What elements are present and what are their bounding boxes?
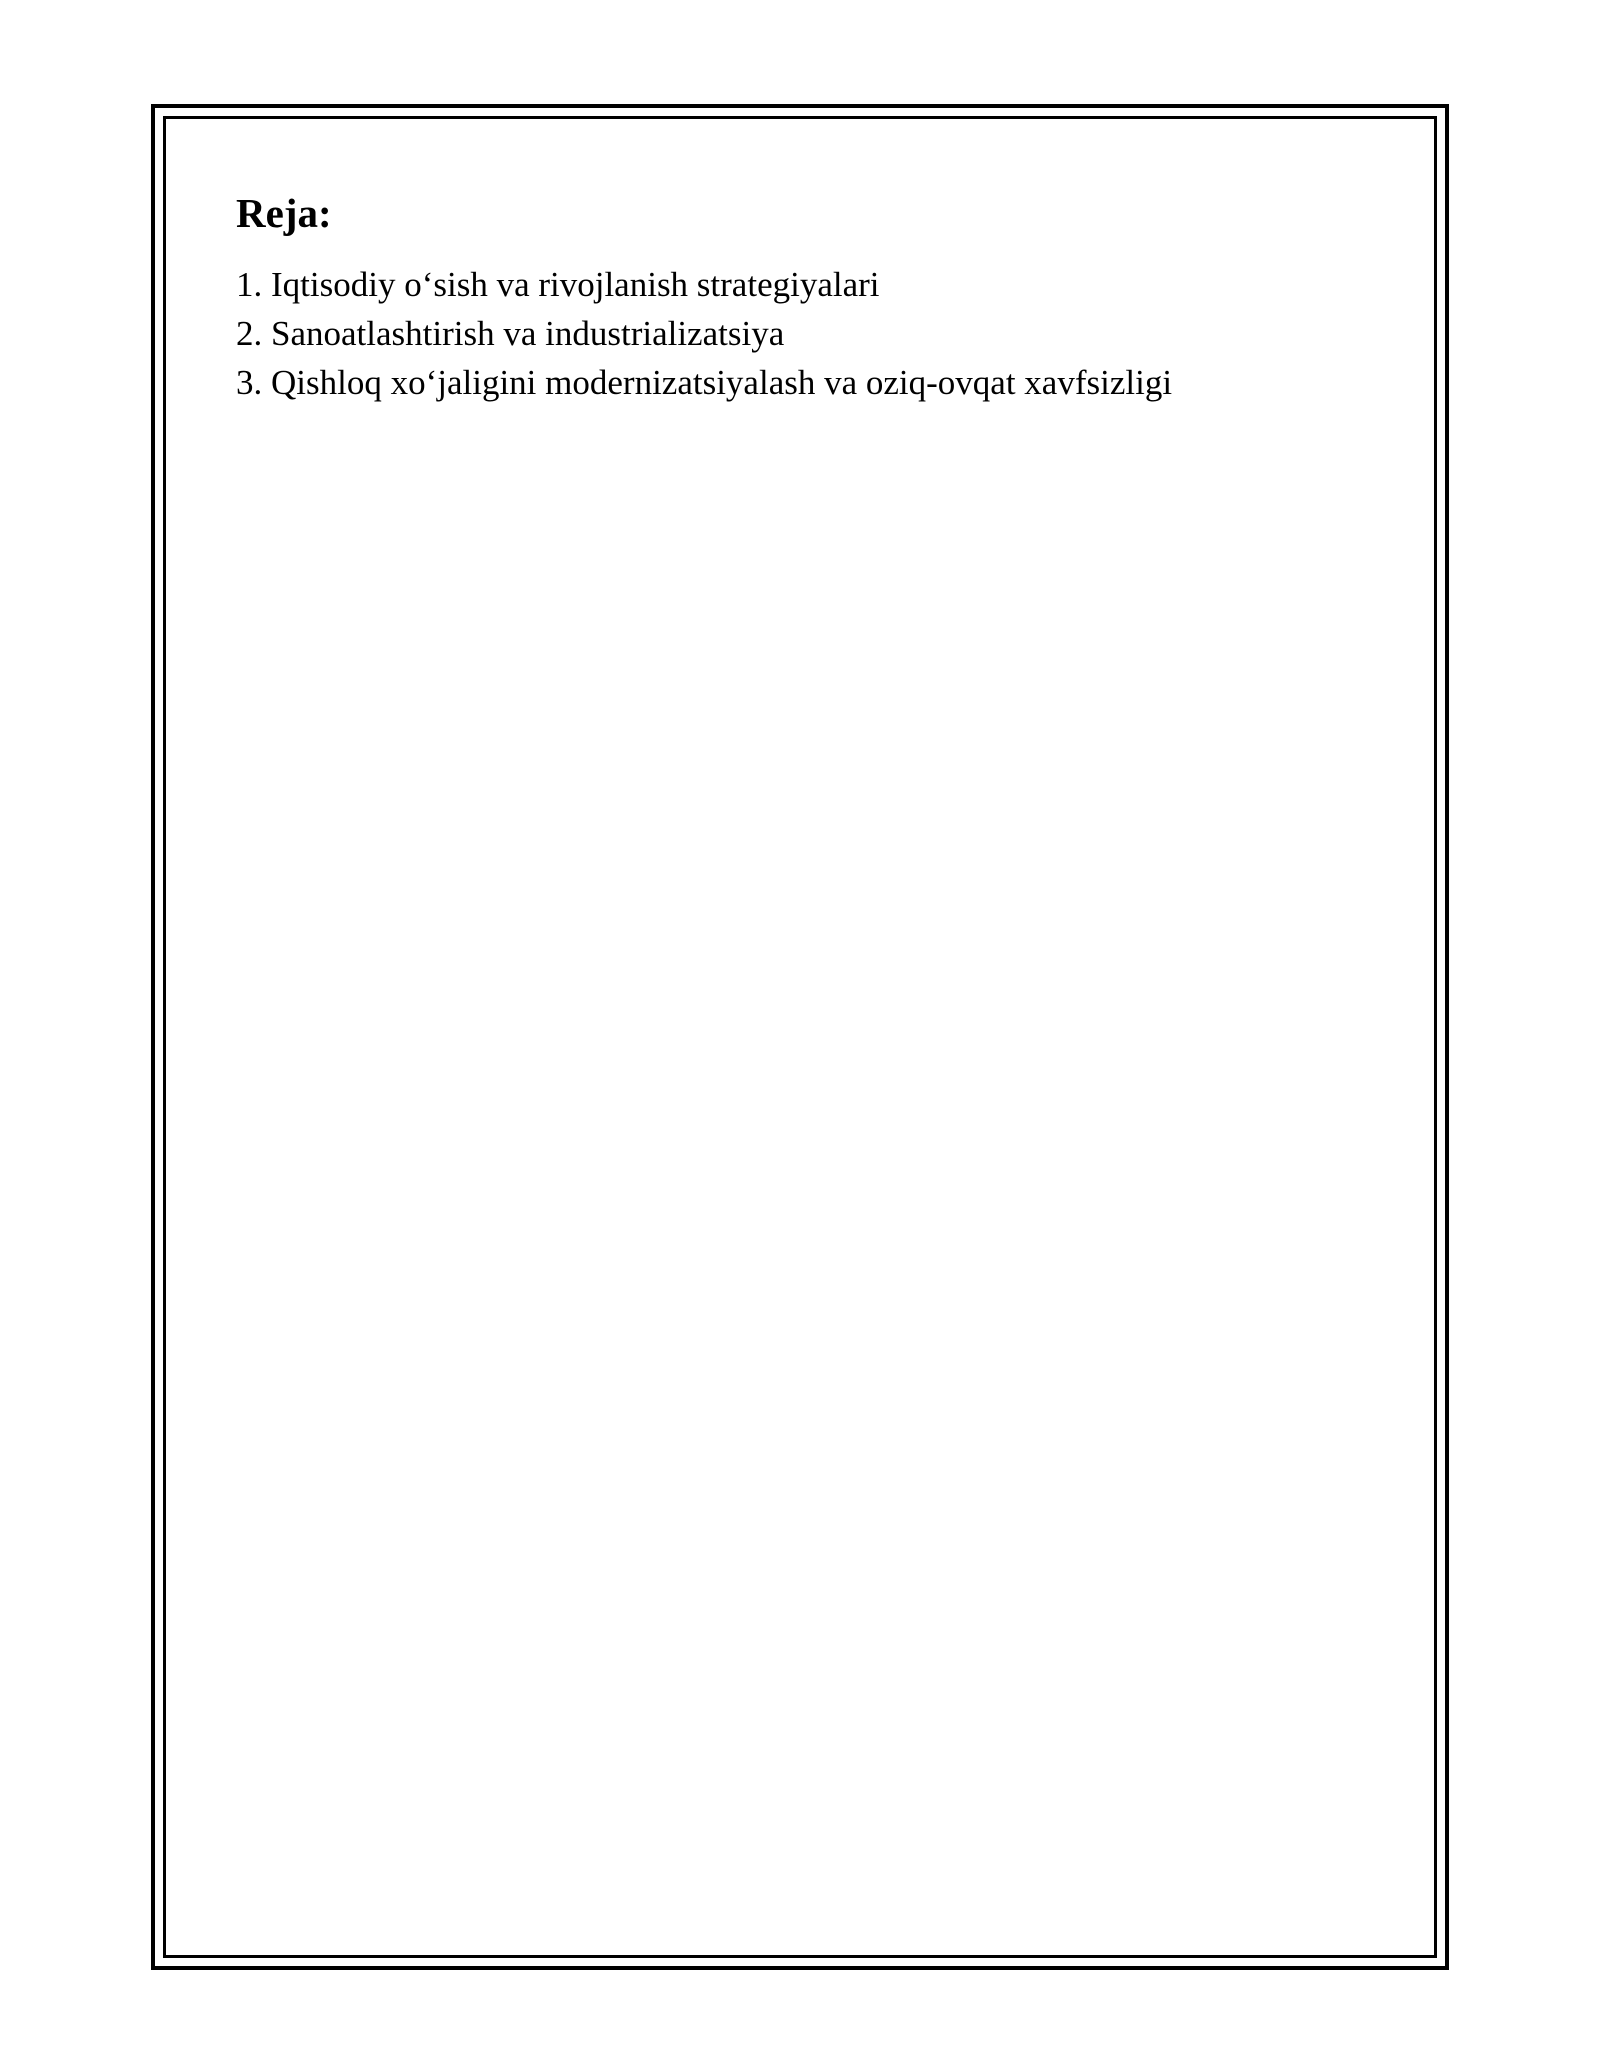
page-content xyxy=(236,188,1386,407)
plan-item-2: 2. Sanoatlashtirish va industrializatsiya xyxy=(236,314,785,353)
plan-item-1: 1. Iqtisodiy o‘sish va rivojlanish strategiyalari xyxy=(236,265,880,304)
plan-item-3: 3. Qishloq xo‘jaligini modernizatsiyalash va oziq-ovqat xavfsizligi xyxy=(236,363,1173,402)
plan-list xyxy=(236,260,1386,407)
plan-heading: Reja: xyxy=(236,190,332,236)
